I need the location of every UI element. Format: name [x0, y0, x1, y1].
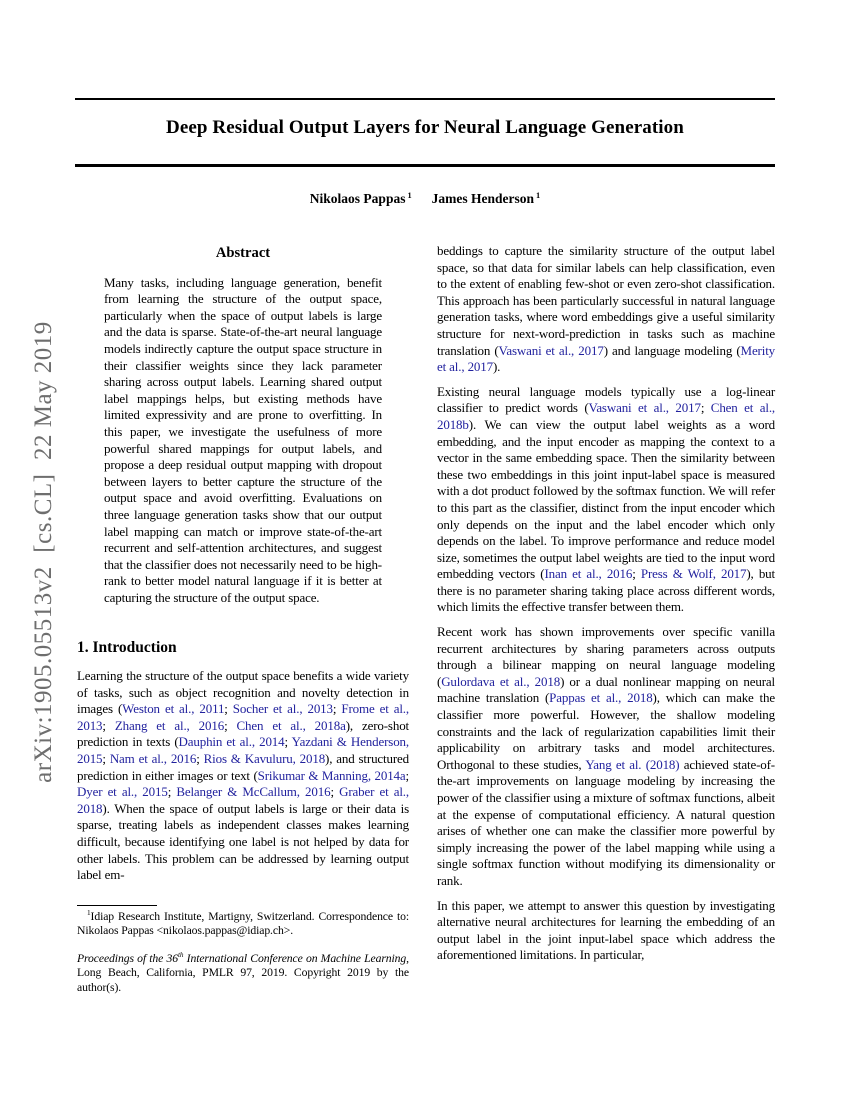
left-column — [77, 243, 409, 884]
footnote-rule — [77, 905, 157, 906]
citation-link[interactable]: Weston et al., 2011 — [122, 701, 225, 717]
citation-link[interactable]: Chen et al., 2018a — [236, 717, 346, 733]
arxiv-stamp: arXiv:1905.05513v2 [cs.CL] 22 May 2019 — [30, 321, 57, 783]
text-segment: , Long Beach, California, PMLR 97, 2019. Copyright 2019 by the author(s). — [77, 951, 409, 994]
text-segment: ), which can make the classifier more powerful. However, the shallow modeling constraints and the lack of regularization capabilities limit their applicability on arbitrary tasks and model architectures. Orthogonal to these studies, — [437, 690, 775, 772]
text-segment: ) and language modeling ( — [603, 342, 741, 358]
text-segment: ) or a dual nonlinear mapping on neural machine translation ( — [437, 673, 775, 706]
text-segment: 1 — [87, 909, 91, 918]
text-segment: ; — [700, 400, 711, 416]
text-segment: Existing neural language models typically use a log-linear classifier to predict words ( — [437, 383, 775, 416]
citation-link[interactable]: Dyer et al., 2015 — [77, 784, 168, 800]
author-1-affiliation-mark: 1 — [407, 190, 412, 200]
citation-link[interactable]: Dauphin et al., 2014 — [178, 734, 285, 750]
right-paragraph-3 — [437, 624, 775, 890]
text-segment: achieved state-of-the-art improvements on language modeling by increasing the power of the classifier using a mixture of softmax functions, albeit at the expense of computational efficiency. A natural question arises of whether one can make the classifier more powerful by simply increasing the power of the label mapping while using a single softmax function without modifying its dimensionality or rank. — [437, 756, 775, 888]
introduction-paragraph-1 — [77, 668, 409, 884]
citation-link[interactable]: Zhang et al., 2016 — [114, 717, 225, 733]
citation-link[interactable]: Vaswani et al., 2017 — [498, 342, 604, 358]
citation-link[interactable]: Pappas et al., 2018 — [549, 690, 653, 706]
header-rule-bottom — [75, 164, 775, 167]
right-paragraph-4 — [437, 898, 775, 964]
author-line — [75, 191, 775, 207]
text-segment: Proceedings of the 36 — [77, 951, 178, 965]
author-2 — [432, 191, 541, 206]
citation-link[interactable]: Chen et al., 2018b — [437, 400, 776, 432]
conference-footer — [77, 952, 409, 996]
citation-link[interactable]: Frome et al., 2013 — [77, 701, 409, 733]
citation-link[interactable]: Gulordava et al., 2018 — [441, 673, 561, 689]
abstract-heading: Abstract — [215, 245, 271, 261]
abstract-body: Many tasks, including language generation, benefit from learning the structure of the output space, particularly when the space of output labels is large and the data is sparse. State-of-the-art neural language models indirectly capture the output space structure in their classifier weights since they lack parameter sharing across output labels. Learning shared output label mappings helps, but existing methods have limited expressivity and are prone to overfitting. In this paper, we investigate the usefulness of more powerful shared mappings for output labels, and propose a deep residual output mapping with dropout between layers to better capture the structure of the output space and avoid overfitting. Evaluations on three language generation tasks show that our output label mapping can match or improve state-of-the-art recurrent and self-attention architectures, and suggest that the classifier does not necessarily need to be high-rank to better model natural language if it is better at capturing the structure of the output space. — [104, 274, 382, 605]
text-segment: ), and structured prediction in either images or text ( — [77, 751, 410, 783]
text-segment: ). When the space of output labels is large or their data is sparse, treating labels as independent classes makes learning difficult, because identifying one label is not helped by data for other labels. This problem can be addressed by learning output label em- — [77, 800, 409, 883]
text-segment: ). We can view the output label weights as a word embedding, and the input encoder as mapping the context to a vector in the same embedding space. Then the similarity between these two embeddings in this joint input-label space is measured with a dot product followed by the softmax function. We will refer to this part as the classifier, distinct from the input encoder which only depends on the input and the label encoder which only depends on the label. To improve performance and reduce model size, sometimes the output label weights are tied to the input word embedding vectors ( — [437, 416, 775, 582]
text-segment: ; — [405, 767, 409, 783]
citation-link[interactable]: Graber et al., 2018 — [77, 784, 409, 816]
citation-link[interactable]: Inan et al., 2016 — [544, 566, 633, 582]
text-segment: Recent work has shown improvements over specific vanilla recurrent architectures by sharing parameters across outputs through a bilinear mapping on neural language modeling ( — [437, 624, 775, 689]
citation-link[interactable]: Yang et al. (2018) — [585, 756, 680, 772]
citation-link[interactable]: Vaswani et al., 2017 — [588, 400, 701, 416]
text-segment: ; — [224, 701, 233, 717]
text-segment: Idiap Research Institute, Martigny, Switzerland. Correspondence to: Nikolaos Pappas <nikolaos.pappas@idiap.ch>. — [77, 910, 409, 938]
text-segment: In this paper, we attempt to answer this question by investigating alternative neural architectures for learning the embedding of an output label in the joint input-label space which address the aforementioned limitations. In particular, — [437, 897, 775, 963]
citation-link[interactable]: Merity et al., 2017 — [437, 342, 776, 375]
author-1-name: Nikolaos Pappas — [309, 191, 406, 206]
citation-link[interactable]: Yazdani & Henderson, 2015 — [77, 734, 409, 767]
citation-link[interactable]: Belanger & McCallum, 2016 — [176, 784, 331, 800]
right-column — [437, 243, 775, 964]
header-rule-top — [75, 98, 775, 100]
text-segment: ; — [102, 751, 110, 767]
text-segment: ; — [284, 734, 292, 750]
text-segment: Learning the structure of the output space benefits a wide variety of tasks, such as object recognition and novelty detection in images ( — [77, 668, 409, 717]
text-segment: beddings to capture the similarity structure of the output label space, so that data for similar labels can help classification, even to the extent of enabling few-shot or even zero-shot classification. This approach has been particularly successful in natural language generation tasks, where word embeddings give a useful similarity structure for next-word-prediction in tasks such as machine translation ( — [437, 243, 775, 358]
citation-link[interactable]: Nam et al., 2016 — [109, 751, 197, 767]
paper-title: Deep Residual Output Layers for Neural Language Generation — [166, 117, 684, 138]
text-segment: ; — [632, 566, 641, 582]
footnote-block — [77, 903, 409, 995]
author-2-name: James Henderson — [431, 191, 535, 206]
text-segment: International Conference on Machine Learning — [183, 951, 407, 965]
text-segment: ; — [167, 784, 177, 800]
text-segment: th — [177, 950, 184, 959]
text-segment: ; — [330, 784, 340, 800]
citation-link[interactable]: Rios & Kavuluru, 2018 — [203, 751, 326, 767]
affiliation-footnote — [77, 910, 409, 939]
author-1 — [310, 191, 412, 206]
right-paragraph-2 — [437, 384, 775, 616]
author-2-affiliation-mark: 1 — [536, 190, 541, 200]
citation-link[interactable]: Socher et al., 2013 — [232, 701, 333, 717]
text-segment: ). — [492, 359, 501, 375]
text-segment: ), but there is no parameter sharing taking place across different words, which limits the effective transfer between them. — [437, 566, 775, 615]
citation-link[interactable]: Press & Wolf, 2017 — [640, 566, 747, 582]
citation-link[interactable]: Srikumar & Manning, 2014a — [257, 767, 406, 783]
text-segment: ; — [224, 717, 237, 733]
text-segment: ; — [102, 717, 115, 733]
right-paragraph-1 — [437, 243, 775, 376]
section-heading-introduction: 1. Introduction — [77, 639, 177, 657]
text-segment: ), zero-shot prediction in texts ( — [77, 717, 410, 750]
text-segment: ; — [332, 701, 342, 717]
text-segment: ; — [196, 751, 204, 767]
